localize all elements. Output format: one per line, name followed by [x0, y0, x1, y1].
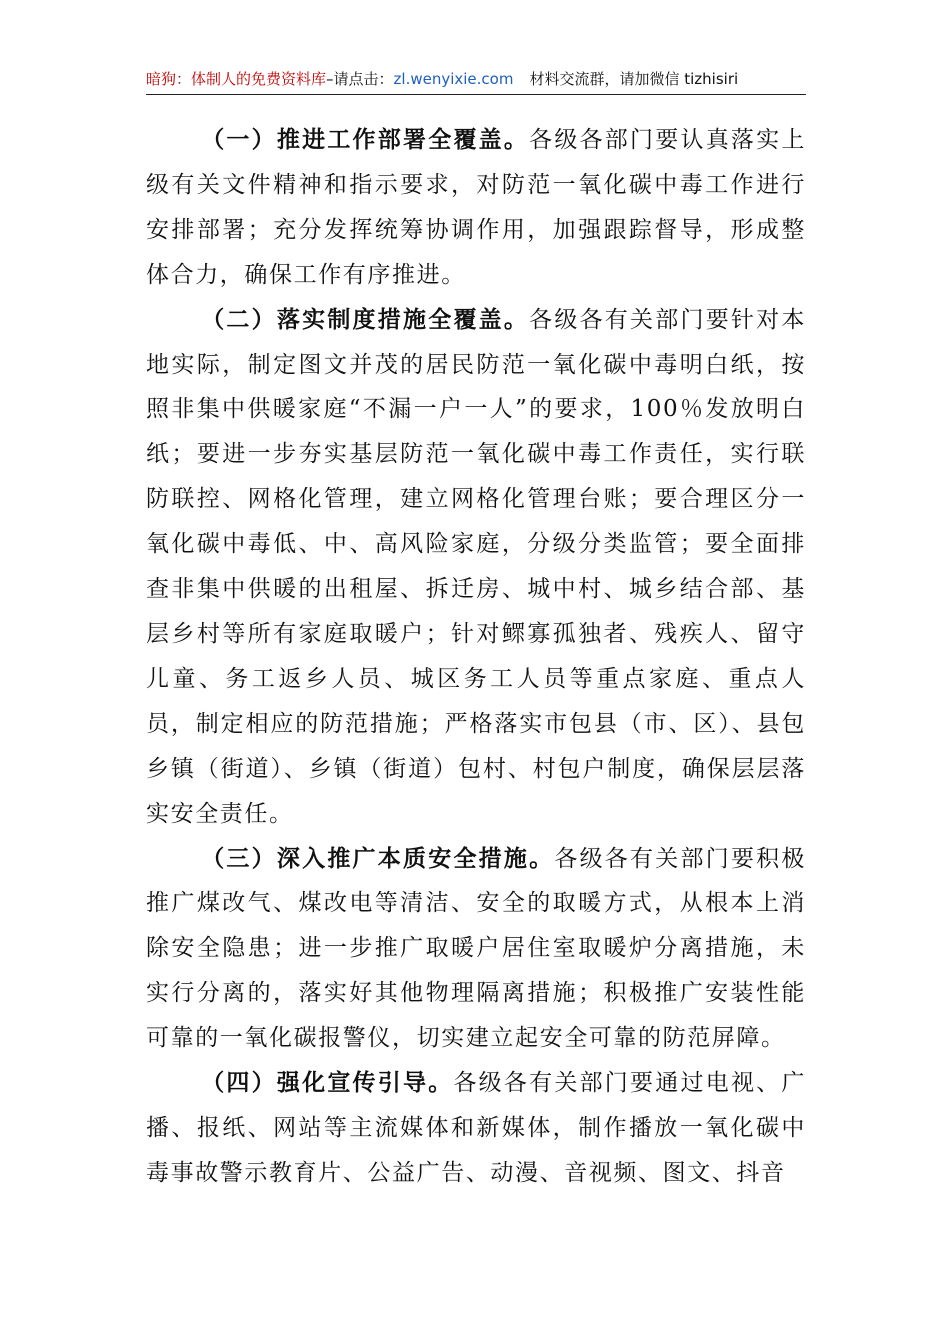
site-url-link[interactable]: zl.wenyixie.com: [393, 70, 514, 88]
paragraph-heading: （一）推进工作部署全覆盖。: [201, 126, 530, 153]
click-prompt: –请点击：: [326, 70, 394, 88]
paragraph-3: [146, 837, 806, 1062]
paragraph-heading: （四）强化宣传引导。: [201, 1069, 454, 1097]
page-header: [146, 66, 806, 92]
paragraph-1: [146, 118, 806, 298]
paragraph-text: 各级各有关部门要针对本地实际，制定图文并茂的居民防范一氧化碳中毒明白纸，按照非集中供暖家庭“不漏一户一人”的要求，100％发放明白纸；要进一步夯实基层防范一氧化碳中毒工作责任，实行联防联控、网格化管理，建立网格化管理台账；要合理区分一氧化碳中毒低、中、高风险家庭，分级分类监管；要全面排查非集中供暖的出租屋、拆迁房、城中村、城乡结合部、基层乡村等所有家庭取暖户；针对鳏寡孤独者、残疾人、留守儿童、务工返乡人员、城区务工人员等重点家庭、重点人员，制定相应的防范措施；严格落实市包县（市、区）、县包乡镇（街道）、乡镇（街道）包村、村包户制度，确保层层落实安全责任。: [146, 306, 806, 827]
contact-info: 材料交流群，请加微信 tizhisiri: [529, 70, 739, 88]
paragraph-heading: （三）深入推广本质安全措施。: [201, 844, 555, 872]
document-body: [146, 118, 806, 1196]
site-name: 暗狗：体制人的免费资料库: [146, 70, 327, 88]
paragraph-text: 各级各有关部门要积极推广煤改气、煤改电等清洁、安全的取暖方式，从根本上消除安全隐患；进一步推广取暖户居住室取暖炉分离措施，未实行分离的，落实好其他物理隔离措施；积极推广安装性能可靠的一氧化碳报警仪，切实建立起安全可靠的防范屏障。: [146, 845, 806, 1052]
paragraph-text: 各级各部门要认真落实上级有关文件精神和指示要求，对防范一氧化碳中毒工作进行安排部署；充分发挥统筹协调作用，加强跟踪督导，形成整体合力，确保工作有序推进。: [146, 127, 806, 288]
header-divider: [146, 94, 806, 95]
paragraph-4: [146, 1061, 806, 1196]
paragraph-2: [146, 298, 806, 837]
paragraph-text: 各级各有关部门要通过电视、广播、报纸、网站等主流媒体和新媒体，制作播放一氧化碳中毒事故警示教育片、公益广告、动漫、音视频、图文、抖音: [146, 1070, 806, 1186]
paragraph-heading: （二）落实制度措施全覆盖。: [201, 305, 530, 333]
